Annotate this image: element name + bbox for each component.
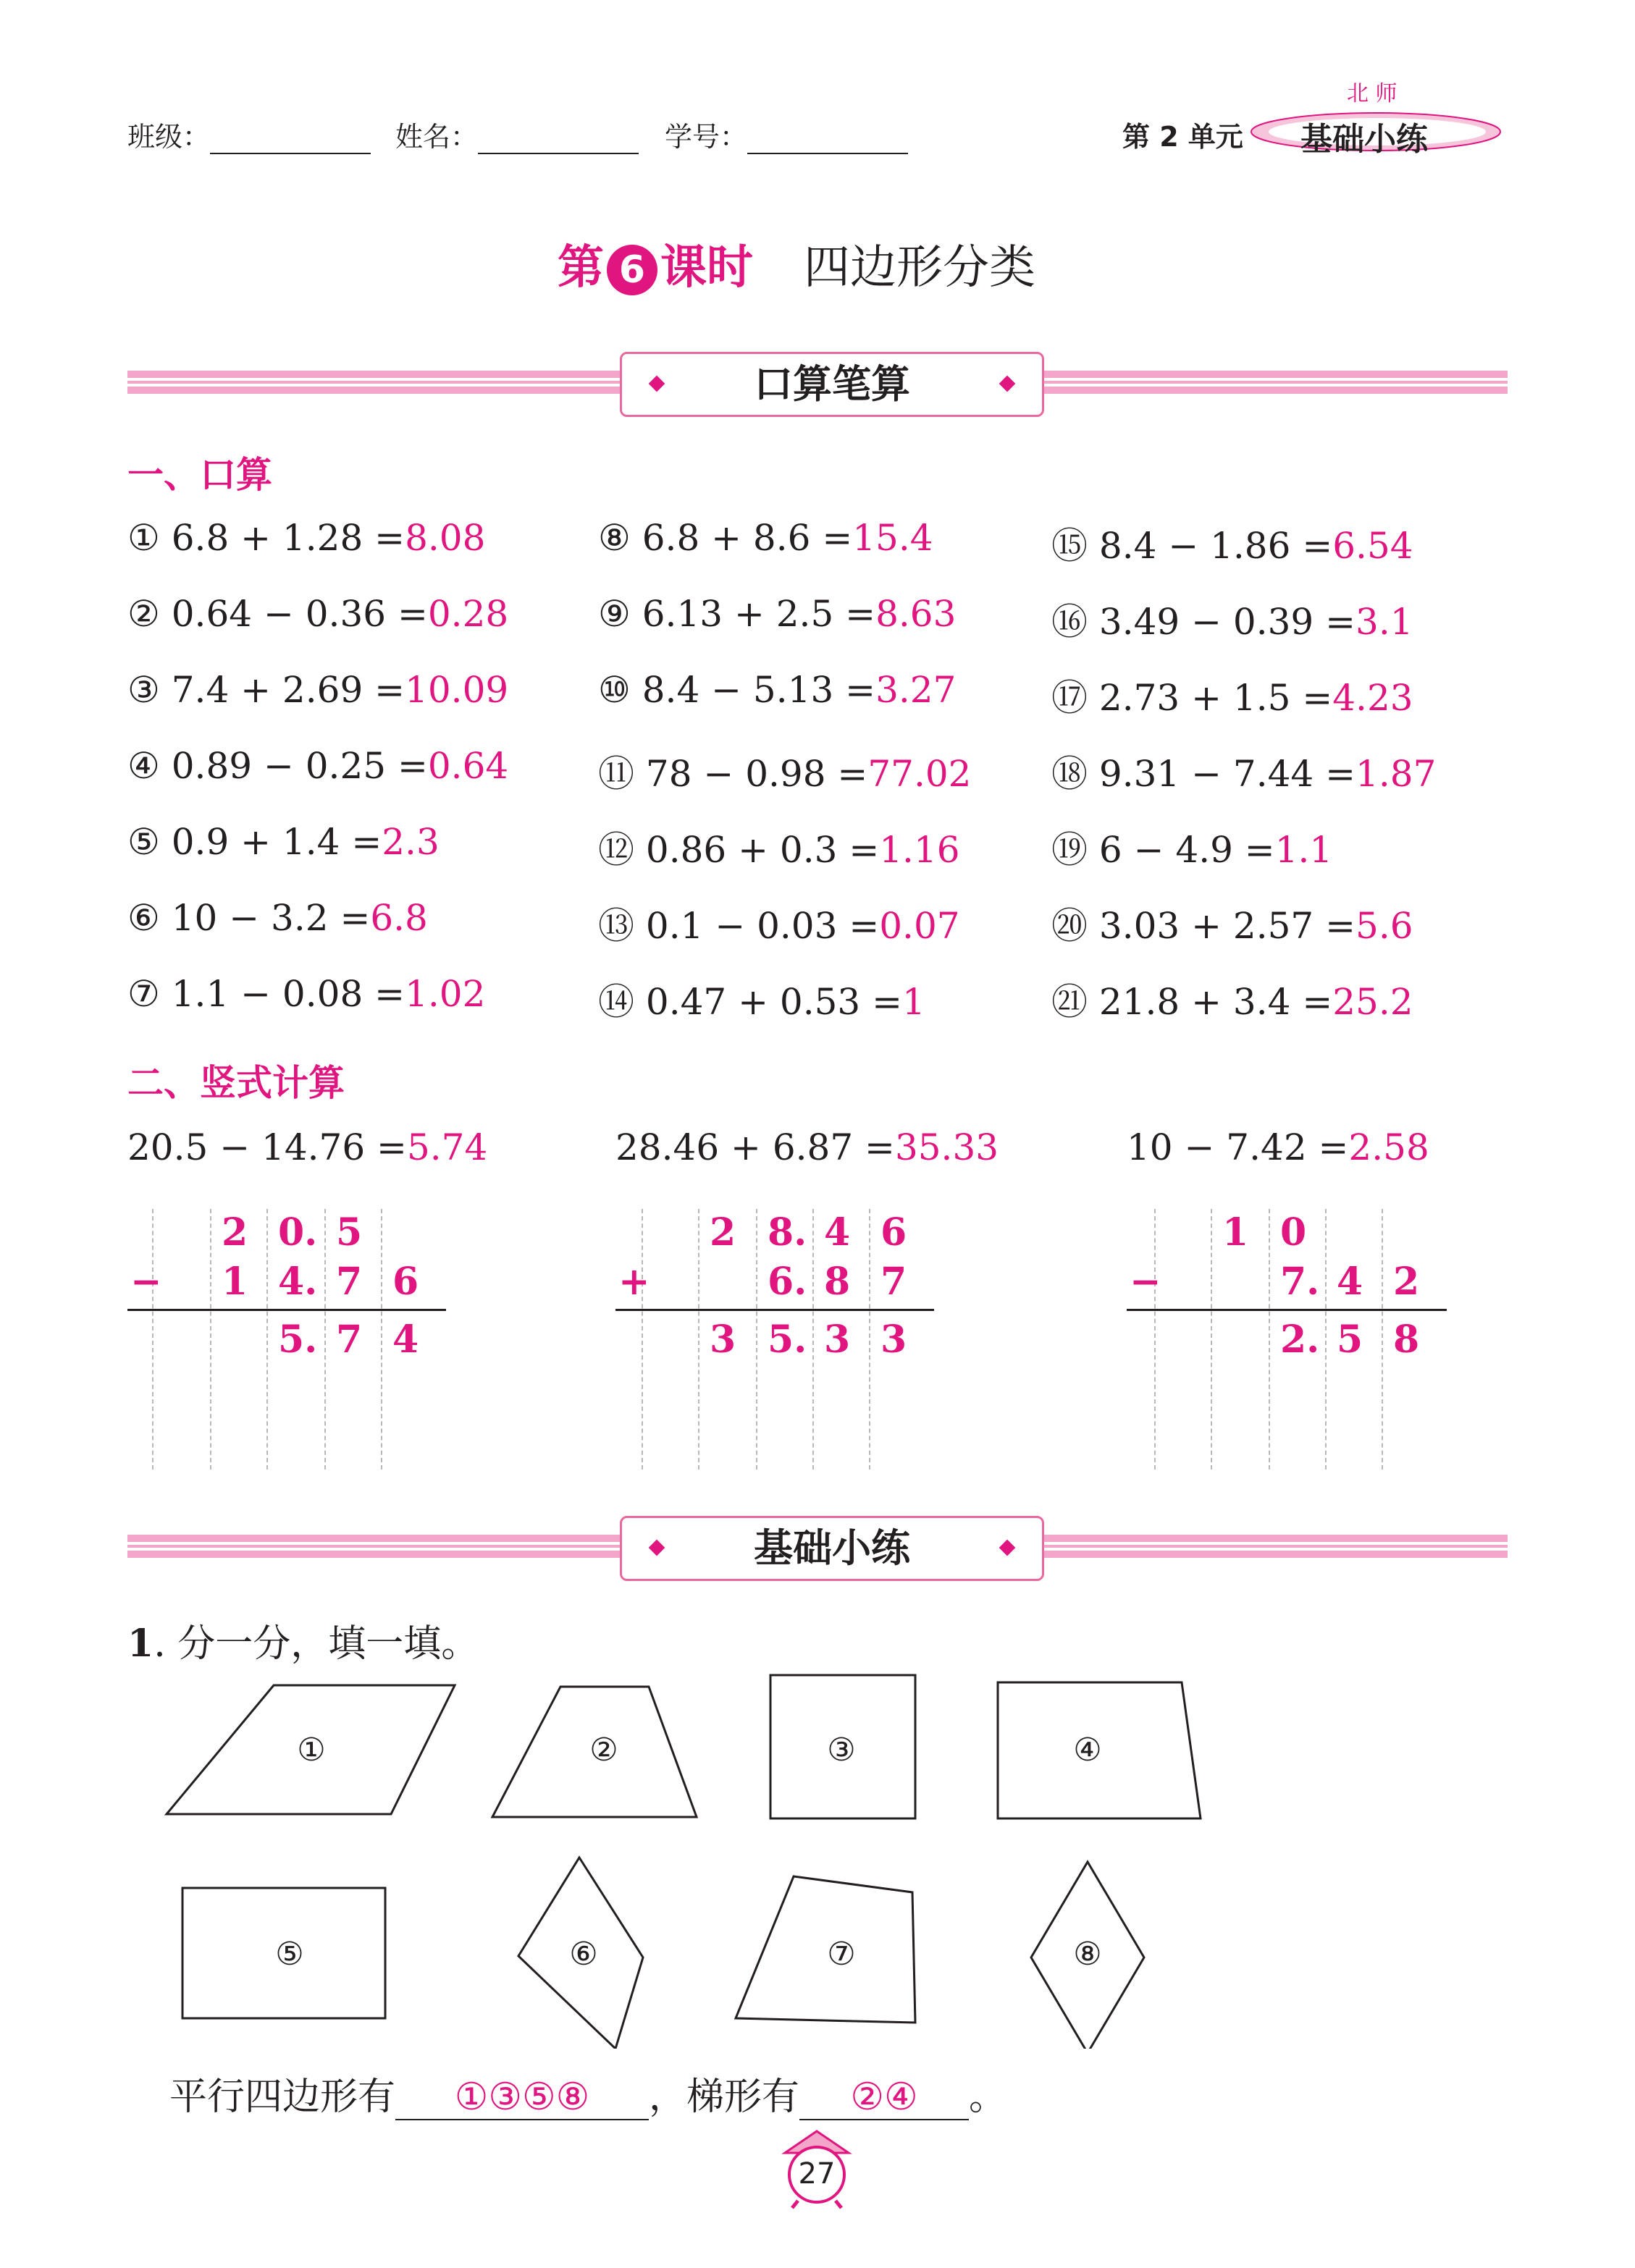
brand-subtitle: 北 师: [1347, 81, 1397, 106]
oral-item: ⑬ 0.1 − 0.03 =0.07: [598, 905, 960, 947]
oral-item: ⑫ 0.86 + 0.3 =1.16: [598, 829, 960, 871]
banner-title: 基础小练: [620, 1516, 1044, 1581]
oral-item: ④ 0.89 − 0.25 =0.64: [127, 745, 509, 787]
oral-item: ⑯ 3.49 − 0.39 =3.1: [1051, 601, 1413, 643]
page-number-badge: [776, 2128, 857, 2209]
column-guide: [1154, 1209, 1156, 1470]
shape-label: ⑤: [275, 1936, 304, 1973]
student-id-field: 学号：: [665, 114, 908, 154]
shape-label: ⑥: [569, 1936, 598, 1973]
shape-label: ①: [297, 1732, 326, 1769]
oral-item: ⑥ 10 − 3.2 =6.8: [127, 897, 428, 939]
oral-answer[interactable]: 5.6: [1356, 905, 1413, 947]
vertical-digit: 1: [222, 1260, 248, 1304]
vertical-operator: −: [1130, 1260, 1161, 1304]
oral-answer[interactable]: 77.02: [867, 753, 972, 795]
oral-answer[interactable]: 0.64: [427, 745, 509, 787]
class-blank[interactable]: [210, 124, 371, 154]
oral-answer[interactable]: 1.1: [1274, 829, 1333, 871]
class-field: 班级：: [127, 114, 371, 154]
oral-item: ① 6.8 + 1.28 =8.08: [127, 517, 486, 559]
vertical-sum-line: [127, 1309, 446, 1311]
oral-item: ⑮ 8.4 − 1.86 =6.54: [1051, 525, 1413, 567]
name-field: 姓名：: [395, 114, 639, 154]
name-blank[interactable]: [478, 124, 639, 154]
vertical-digit: 1: [1222, 1210, 1249, 1255]
shape-label: ③: [827, 1732, 856, 1769]
oral-item: ⑭ 0.47 + 0.53 =1: [598, 981, 925, 1023]
vertical-problem-equation: 28.46 + 6.87 =35.33: [615, 1126, 999, 1168]
vertical-digit: 2: [222, 1210, 248, 1255]
vertical-digit: 6: [392, 1260, 419, 1304]
oral-item: ⑩ 8.4 − 5.13 =3.27: [598, 669, 957, 711]
oral-item: ⑱ 9.31 − 7.44 =1.87: [1051, 753, 1437, 795]
vertical-digit: 3: [710, 1318, 736, 1362]
oral-item: ② 0.64 − 0.36 =0.28: [127, 593, 509, 635]
shape-label: ⑧: [1073, 1936, 1102, 1973]
vertical-digit: 2: [1393, 1260, 1420, 1304]
diamond-icon: [649, 1540, 665, 1556]
oral-item: ③ 7.4 + 2.69 =10.09: [127, 669, 509, 711]
vertical-operator: +: [618, 1260, 650, 1304]
oral-answer[interactable]: 8.08: [405, 517, 486, 559]
vertical-digit: 2: [710, 1210, 736, 1255]
oral-answer[interactable]: 3.27: [875, 669, 957, 711]
answer-trapezoid-blank[interactable]: ②④: [799, 2075, 969, 2120]
vertical-digit: 3: [880, 1318, 907, 1362]
shape-label: ②: [589, 1732, 618, 1769]
vertical-digit: 6: [880, 1210, 907, 1255]
column-guide: [381, 1209, 382, 1470]
oral-item: ⑳ 3.03 + 2.57 =5.6: [1051, 905, 1413, 947]
column-guide: [152, 1209, 154, 1470]
quadrilateral-figures: [0, 1658, 1635, 2049]
vertical-answer[interactable]: 35.33: [894, 1126, 999, 1168]
oral-answer[interactable]: 4.23: [1332, 677, 1413, 719]
shape-label: ④: [1073, 1732, 1102, 1769]
vertical-digit: 5: [1337, 1318, 1363, 1362]
oral-answer[interactable]: 0.28: [427, 593, 509, 635]
vertical-digit: 4: [1337, 1260, 1363, 1304]
unit-label: 第 2 单元: [1122, 121, 1243, 153]
oral-item: ⑧ 6.8 + 8.6 =15.4: [598, 517, 933, 559]
column-guide: [1211, 1209, 1212, 1470]
column-guide: [698, 1209, 699, 1470]
vertical-digit: 4: [392, 1318, 419, 1362]
vertical-digit: 0.: [278, 1210, 318, 1255]
vertical-sum-line: [1127, 1309, 1447, 1311]
oral-answer[interactable]: 15.4: [852, 517, 933, 559]
oral-answer[interactable]: 8.63: [875, 593, 957, 635]
column-guide: [812, 1209, 814, 1470]
diamond-icon: [999, 1540, 1016, 1556]
vertical-answer[interactable]: 2.58: [1348, 1126, 1429, 1168]
vertical-digit: 2.: [1280, 1318, 1320, 1362]
oral-answer[interactable]: 1.16: [879, 829, 960, 871]
oral-item: ⑲ 6 − 4.9 =1.1: [1051, 829, 1333, 871]
banner-basic-practice: [127, 1526, 1508, 1569]
vertical-digit: 7.: [1280, 1260, 1320, 1304]
banner-title: 口算笔算: [620, 352, 1044, 417]
vertical-digit: 7: [336, 1318, 363, 1362]
column-guide: [1325, 1209, 1327, 1470]
oral-answer[interactable]: 6.8: [370, 897, 428, 939]
diamond-icon: [649, 376, 665, 392]
oral-answer[interactable]: 25.2: [1332, 981, 1413, 1023]
oral-answer[interactable]: 1: [902, 981, 925, 1023]
page-number: 27: [798, 2157, 836, 2191]
shape-7-quadrilateral: [736, 1876, 915, 2023]
oral-answer[interactable]: 2.3: [382, 821, 440, 863]
lesson-topic: 四边形分类: [804, 241, 1035, 295]
oral-answer[interactable]: 3.1: [1356, 601, 1413, 643]
column-guide: [266, 1209, 268, 1470]
column-guide: [1382, 1209, 1383, 1470]
vertical-problem-equation: 10 − 7.42 =2.58: [1127, 1126, 1429, 1168]
answer-parallelogram-blank[interactable]: ①③⑤⑧: [395, 2075, 649, 2120]
vertical-digit: 6.: [768, 1260, 807, 1304]
column-guide: [642, 1209, 643, 1470]
column-guide: [324, 1209, 326, 1470]
lesson-number-badge: 6: [607, 245, 657, 295]
oral-answer[interactable]: 6.54: [1332, 525, 1413, 567]
vertical-sum-line: [615, 1309, 934, 1311]
oral-answer[interactable]: 0.07: [879, 905, 960, 947]
student-id-blank[interactable]: [747, 124, 908, 154]
column-guide: [1269, 1209, 1270, 1470]
oral-item: ⑰ 2.73 + 1.5 =4.23: [1051, 677, 1413, 719]
vertical-digit: 8: [1393, 1318, 1420, 1362]
vertical-operator: −: [130, 1260, 162, 1304]
shape-label: ⑦: [827, 1936, 856, 1973]
vertical-digit: 4.: [278, 1260, 318, 1304]
vertical-digit: 7: [880, 1260, 907, 1304]
vertical-digit: 8: [824, 1260, 851, 1304]
oral-item: ㉑ 21.8 + 3.4 =25.2: [1051, 981, 1413, 1023]
oral-answer[interactable]: 10.09: [405, 669, 509, 711]
vertical-digit: 5: [336, 1210, 363, 1255]
column-guide: [869, 1209, 870, 1470]
oral-answer[interactable]: 1.87: [1356, 753, 1437, 795]
section-oral-heading: 一、口算: [127, 454, 272, 496]
oral-item: ⑨ 6.13 + 2.5 =8.63: [598, 593, 957, 635]
oral-item: ⑦ 1.1 − 0.08 =1.02: [127, 973, 486, 1015]
oral-item: ⑤ 0.9 + 1.4 =2.3: [127, 821, 440, 863]
vertical-digit: 0: [1280, 1210, 1307, 1255]
vertical-digit: 8.: [768, 1210, 807, 1255]
banner-oral-written: [127, 362, 1508, 405]
oral-answer[interactable]: 1.02: [405, 973, 486, 1015]
question-1-fill-line: 平行四边形有 ①③⑤⑧ ，梯形有 ②④ 。: [169, 2075, 1007, 2119]
page-title: 第 6 课时 四边形分类: [558, 241, 1035, 295]
brand-title: 基础小练: [1300, 121, 1428, 158]
vertical-digit: 4: [824, 1210, 851, 1255]
vertical-digit: 7: [336, 1260, 363, 1304]
column-guide: [210, 1209, 211, 1470]
vertical-digit: 3: [824, 1318, 851, 1362]
vertical-digit: 5.: [278, 1318, 318, 1362]
brand-logo: [1245, 81, 1506, 158]
question-1-prompt: 1. 分一分，填一填。: [127, 1622, 479, 1666]
section-vertical-heading: 二、竖式计算: [127, 1062, 345, 1104]
vertical-answer[interactable]: 5.74: [406, 1126, 488, 1168]
vertical-digit: 5.: [768, 1318, 807, 1362]
diamond-icon: [999, 376, 1016, 392]
column-guide: [756, 1209, 757, 1470]
oral-item: ⑪ 78 − 0.98 =77.02: [598, 753, 972, 795]
vertical-problem-equation: 20.5 − 14.76 =5.74: [127, 1126, 488, 1168]
